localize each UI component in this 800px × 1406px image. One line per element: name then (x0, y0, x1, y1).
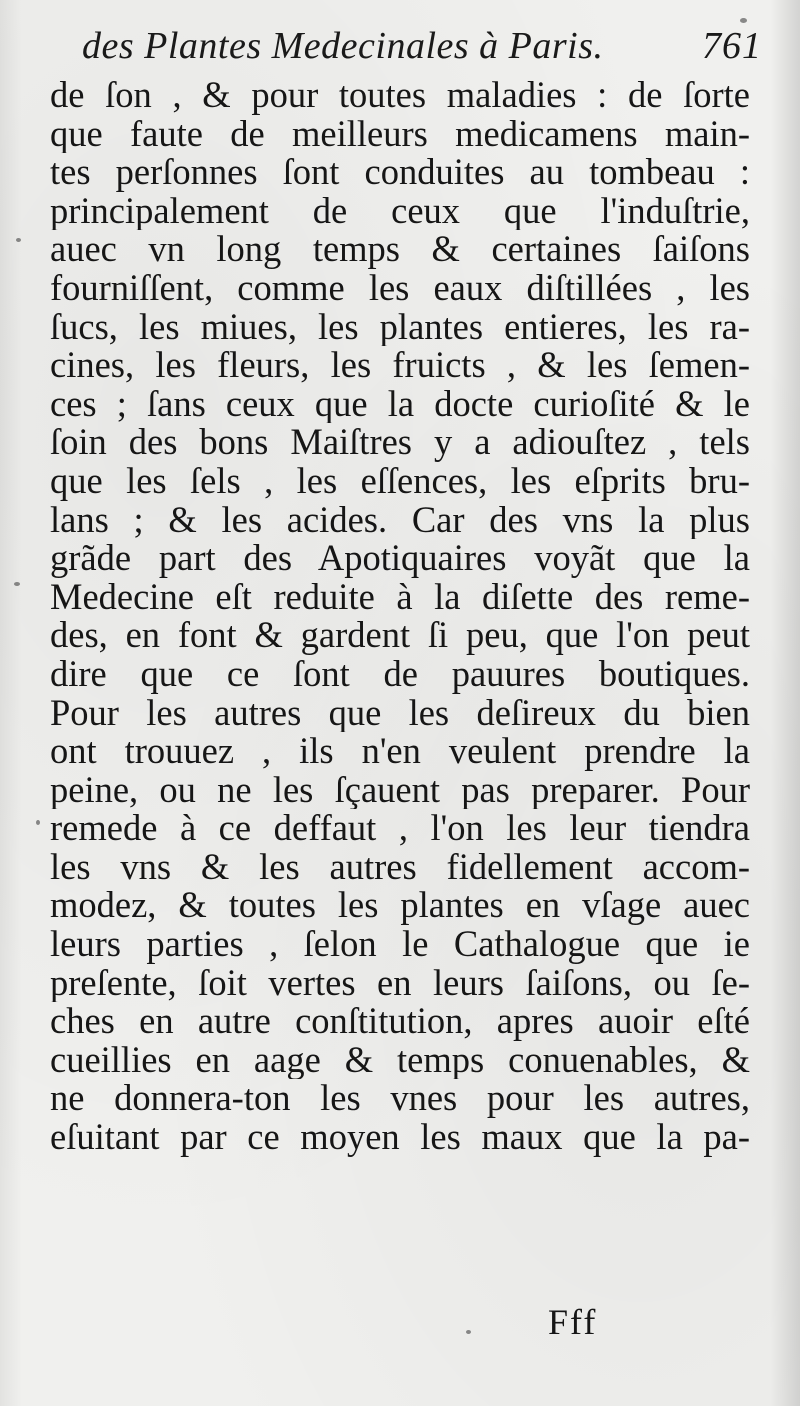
text-line: tes perſonnes ſont conduites au tombeau : (50, 153, 750, 192)
text-line: ne donnera-ton les vnes pour les autres, (50, 1079, 750, 1119)
text-line: que les ſels , les eſſences, les eſprits bru- (50, 461, 750, 501)
text-line: remede à ce deffaut , l'on les leur tiendra (50, 809, 750, 848)
text-line: auec vn long temps & certaines ſaiſons (50, 230, 750, 269)
text-line: les vns & les autres fidellement accom- (50, 847, 750, 887)
ink-speck (466, 1330, 471, 1334)
text-line: ſoin des bons Maiſtres y a adiouſtez , tels (50, 423, 750, 462)
text-line: de ſon , & pour toutes maladies : de ſorte (50, 76, 750, 115)
text-line: leurs parties , ſelon le Cathalogue que ie (50, 925, 750, 964)
text-line: Medecine eſt reduite à la diſette des reme- (50, 577, 750, 617)
text-line: des, en font & gardent ſi peu, que l'on peut (50, 616, 750, 655)
text-line: peine, ou ne les ſçauent pas preparer. Pour (50, 770, 750, 810)
text-line: grãde part des Apotiquaires voyãt que la (50, 539, 750, 578)
text-line: preſente, ſoit vertes en leurs ſaiſons, ou ſe- (50, 963, 750, 1003)
ink-speck (16, 238, 21, 242)
text-line: ſucs, les miues, les plantes entieres, les ra- (50, 307, 750, 347)
text-line: Pour les autres que les deſireux du bien (50, 693, 750, 733)
text-line: dire que ce ſont de pauures boutiques. (50, 654, 750, 694)
text-line: ont trouuez , ils n'en veulent prendre la (50, 732, 750, 771)
text-line: lans ; & les acides. Car des vns la plus (50, 500, 750, 540)
page-number: 761 (702, 25, 762, 67)
text-line: principalement de ceux que l'induſtrie, (50, 191, 750, 231)
text-line: modez, & toutes les plantes en vſage auec (50, 886, 750, 926)
text-line: ces ; ſans ceux que la docte curioſité & le (50, 384, 750, 424)
signature-mark: Fff (548, 1302, 598, 1342)
text-line: que faute de meilleurs medicamens main- (50, 114, 750, 154)
body-text (50, 76, 750, 1157)
text-line: ches en autre conſtitution, apres auoir eſté (50, 1002, 750, 1041)
text-line: fourniſſent, comme les eaux diſtillées , les (50, 268, 750, 308)
running-head-title: des Plantes Medecinales à Paris. (82, 25, 604, 67)
ink-speck (740, 18, 747, 23)
running-head (82, 20, 762, 72)
ink-speck (14, 582, 20, 586)
text-line: cueillies en aage & temps conuenables, & (50, 1040, 750, 1080)
text-line: cines, les fleurs, les fruicts , & les ſemen- (50, 346, 750, 385)
ink-speck (36, 820, 40, 825)
text-line: eſuitant par ce moyen les maux que la pa- (50, 1118, 750, 1157)
